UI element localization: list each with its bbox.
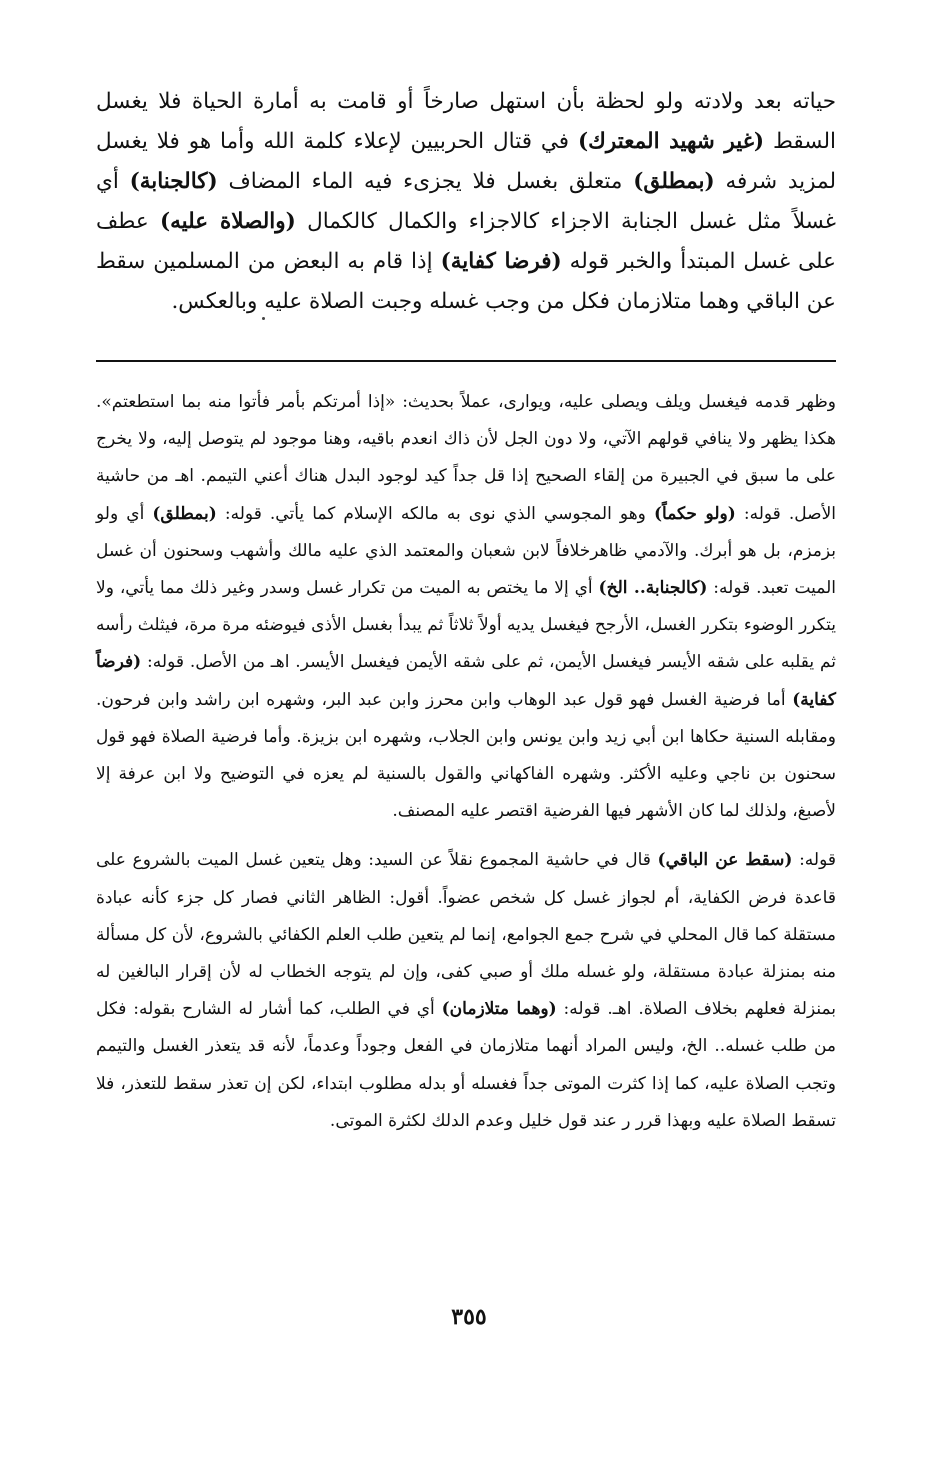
main-text-run: إذا قام به البعض من المسلمين سقط عن الباقي وهما متلازمان فكل من وجب غسله وجبت الصلاة عليه وبالعكس. [96, 249, 836, 314]
footnote-term-fardan-kifaya: (فرضاً كفاية) [96, 652, 836, 710]
footnote-term-kaljanaba: (كالجنابة.. الخ) [598, 578, 708, 599]
footnote-term-bimutlaq: (بمطلق) [152, 503, 217, 524]
footnote-text-run: وظهر قدمه فيغسل ويلف ويصلى عليه، ويوارى، عملاً بحديث: «إذا أمرتكم بأمر فأتوا منه بما استطعتم». هكذا يظهر ولا ينافي قولهم الآتي، ولا دون الجل لأن ذاك انعدم باقيه، وهنا موجود لم يتوصل إليه، ولا يخرج على ما سبق في الجبيرة من إلقاء الصحيح إذا قل جداً كيد لوجود البدل هناك أعني التيمم. اهـ من حاشية الأصل. قوله: [96, 392, 837, 524]
footnote-text-run: أما فرضية الغسل فهو قول عبد الوهاب وابن محرز وابن عبد البر، وشهره ابن راشد وابن فرحون. ومقابله السنية حكاها ابن أبي زيد وابن يونس وابن الجلاب، وشهره ابن بزيزة. وأما فرضية الصلاة فهو قول سحنون بن ناجي وعليه الأكثر. وشهره الفاكهاني والقول بالسنية لم يعزه في التوضيح ولا ابن عرفة إلا لأصبغ، ولذلك لما كان الأشهر فيها الفرضية اقتصر عليه المصنف. [96, 689, 836, 822]
footnote-separator [96, 360, 836, 362]
footnote-text-run: قال في حاشية المجموع نقلاً عن السيد: وهل يتعين غسل الميت بالشروع على قاعدة فرض الكفاية، أم لجواز غسل كل شخص عضواً. أقول: الظاهر الثاني فصار كل جزء كأنه عبادة مستقلة كما قال المحلي في شرح جمع الجوامع، إنما لم يتعين طلب العلم الكفائي بالشروع، لأن كل مسألة منه بمنزلة عبادة مستقلة، ولو غسله ملك أو صبي كفى، وإن لم يتوجه الخطاب له لأن إقرار البالغين له بمنزلة فعلهم بخلاف الصلاة. اهـ. قوله: [96, 850, 837, 1020]
footnote-text-run: أي في الطلب، كما أشار له الشارح بقوله: فكل من طلب غسله.. الخ، وليس المراد أنهما متلازمان في الفعل وجوداً وعدماً، لأنه قد يتعذر الغسل والتيمم وتجب الصلاة عليه، كما إذا كثرت الموتى جداً فغسله أو بدله مطلوب ابتداء، لكن إن تعذر سقط للتعذر، فلا تسقط الصلاة عليه وبهذا قرر ر عند قول خليل وعدم الدلك لكثرة الموتى. [96, 999, 836, 1131]
ink-speck [262, 317, 265, 320]
main-term-kaljanaba: (كالجنابة) [129, 169, 218, 194]
main-term-wassalat: (والصلاة عليه) [159, 209, 296, 234]
main-text-run: متعلق بغسل فلا يجزىء فيه الماء المضاف [217, 169, 634, 194]
footnotes-section [96, 384, 836, 1140]
main-text-run: عطف على غسل المبتدأ والخبر قوله [96, 209, 836, 274]
main-text-run: في قتال الحربيين لإعلاء كلمة الله وأما هو فلا يغسل لمزيد شرفه [96, 129, 837, 194]
main-text-run: أي غسلاً مثل غسل الجنابة الاجزاء كالاجزاء والكمال كالكمال [96, 169, 837, 234]
footnote-text-run: أي ولو بزمزم، بل هو أبرك. والآدمي ظاهرخلافاً لابن شعبان والمعتمد الذي عليه مالك وأشهب وسحنون أن غسل الميت تعبد. قوله: [96, 503, 836, 599]
footnote-text-run: قوله: [792, 850, 837, 871]
footnote-term-mutalazimani: (وهما متلازمان) [441, 999, 557, 1020]
page-number: ٣٥٥ [451, 1304, 487, 1330]
main-text [96, 82, 836, 322]
footnote-term-wa-law-hukman: (ولو حكماً) [653, 503, 736, 524]
main-term-fardan-kifaya: (فرضا كفاية) [440, 249, 562, 274]
footnote-text-run: وهو المجوسي الذي نوى به مالكه الإسلام كما يأتي. قوله: [216, 503, 654, 524]
main-text-run: حياته بعد ولادته ولو لحظة بأن استهل صارخاً أو قامت به أمارة الحياة فلا يغسل السقط [96, 89, 836, 154]
footnote-text-run: أي إلا ما يختص به الميت من تكرار غسل وسدر وغير ذلك مما يأتي، ولا يتكرر الوضوء بتكرر الغسل، الأرجح فيغسل يديه أولاً ثلاثاً ثم يبدأ بغسل الأذى فيوضئه مرة مرة، فيثلث رأسه ثم يقلبه على شقه الأيسر فيغسل الأيمن، ثم على شقه الأيمن فيغسل الأيسر. اهـ من الأصل. قوله: [96, 578, 836, 673]
main-term-ghayr-shahid: (غير شهيد المعترك) [577, 129, 765, 154]
footnote-term-saqat-an-albaqi: (سقط عن الباقي) [657, 850, 793, 871]
footnote-paragraph-2 [96, 842, 836, 1140]
footnote-paragraph-1 [96, 384, 836, 830]
main-term-bimutlaq: (بمطلق) [633, 169, 715, 194]
